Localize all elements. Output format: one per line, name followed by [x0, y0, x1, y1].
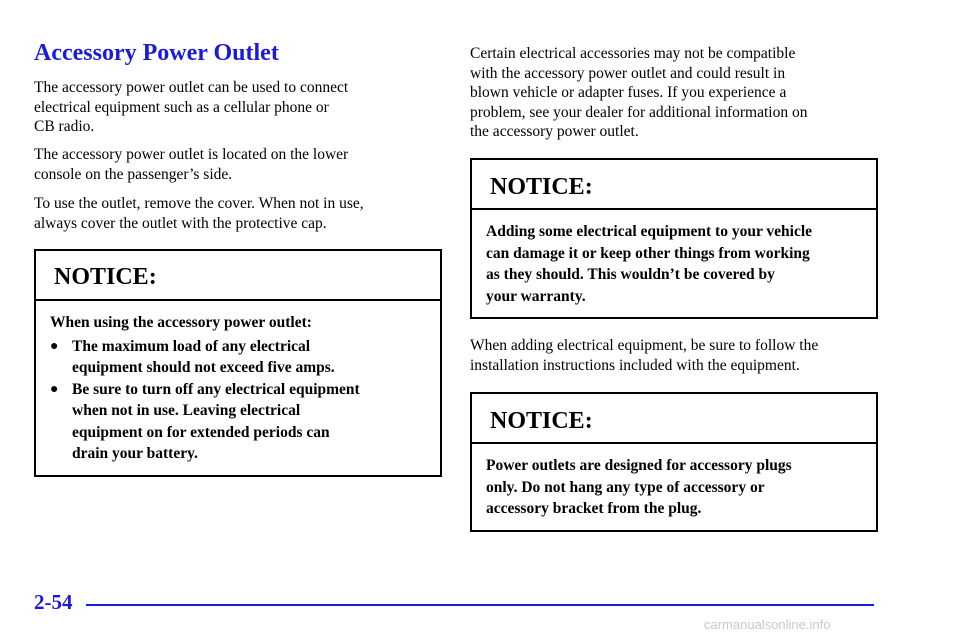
text-line: equipment should not exceed five amps. — [72, 359, 335, 376]
text-line: The accessory power outlet can be used to connect — [34, 79, 349, 96]
text-line: CB radio. — [34, 118, 95, 135]
page-title: Accessory Power Outlet — [34, 40, 279, 66]
text-line: only. Do not hang any type of accessory or — [486, 478, 765, 496]
notice-heading: NOTICE: — [472, 394, 876, 444]
text-line: the accessory power outlet. — [470, 123, 639, 140]
location-paragraph — [34, 145, 348, 184]
list-item — [50, 379, 440, 465]
text-line: Adding some electrical equipment to your vehicle — [486, 223, 813, 240]
text-line: When adding electrical equipment, be sure to follow the — [470, 337, 819, 354]
text-line: as they should. This wouldn’t be covered by — [486, 266, 775, 283]
text-line: The maximum load of any electrical — [72, 337, 311, 355]
installation-paragraph — [470, 336, 818, 375]
text-line: problem, see your dealer for additional information on — [470, 103, 808, 121]
text-line: always cover the outlet with the protective cap. — [34, 214, 327, 232]
notice-box-plugs — [470, 392, 878, 532]
text-line: blown vehicle or adapter fuses. If you experience a — [470, 84, 787, 101]
text-line: can damage it or keep other things from working — [486, 244, 810, 262]
notice-heading: NOTICE: — [36, 251, 440, 301]
text-line: electrical equipment such as a cellular phone or — [34, 98, 329, 116]
text-line: when not in use. Leaving electrical — [72, 402, 301, 419]
text-line: To use the outlet, remove the cover. When not in use, — [34, 195, 364, 212]
text-line: your warranty. — [486, 287, 586, 305]
notice-heading: NOTICE: — [472, 160, 876, 210]
notice-intro: When using the accessory power outlet: — [50, 314, 312, 331]
text-line: drain your battery. — [72, 445, 198, 462]
bullet-icon: ● — [50, 381, 59, 397]
text-line: equipment on for extended periods can — [72, 423, 330, 441]
compatibility-paragraph — [470, 44, 807, 142]
text-line: Be sure to turn off any electrical equipment — [72, 380, 360, 398]
text-line: Certain electrical accessories may not be compatible — [470, 45, 796, 62]
text-line: installation instructions included with the equipment. — [470, 356, 800, 374]
notice-body — [472, 210, 876, 307]
text-line: The accessory power outlet is located on the lower — [34, 146, 349, 163]
text-line: console on the passenger’s side. — [34, 165, 233, 183]
notice-body — [472, 444, 876, 520]
text-line: accessory bracket from the plug. — [486, 500, 702, 517]
notice-box-warranty — [470, 158, 878, 319]
usage-paragraph — [34, 194, 364, 233]
page-number: 2-54 — [34, 590, 73, 614]
notice-body — [36, 301, 440, 465]
bullet-icon: ● — [50, 338, 59, 354]
list-item — [50, 336, 440, 379]
intro-paragraph — [34, 78, 348, 137]
text-line: with the accessory power outlet and could result in — [470, 64, 786, 82]
footer-rule — [86, 604, 874, 606]
text-line: Power outlets are designed for accessory plugs — [486, 457, 792, 474]
notice-box-usage — [34, 249, 442, 477]
watermark: carmanualsonline.info — [704, 617, 831, 632]
